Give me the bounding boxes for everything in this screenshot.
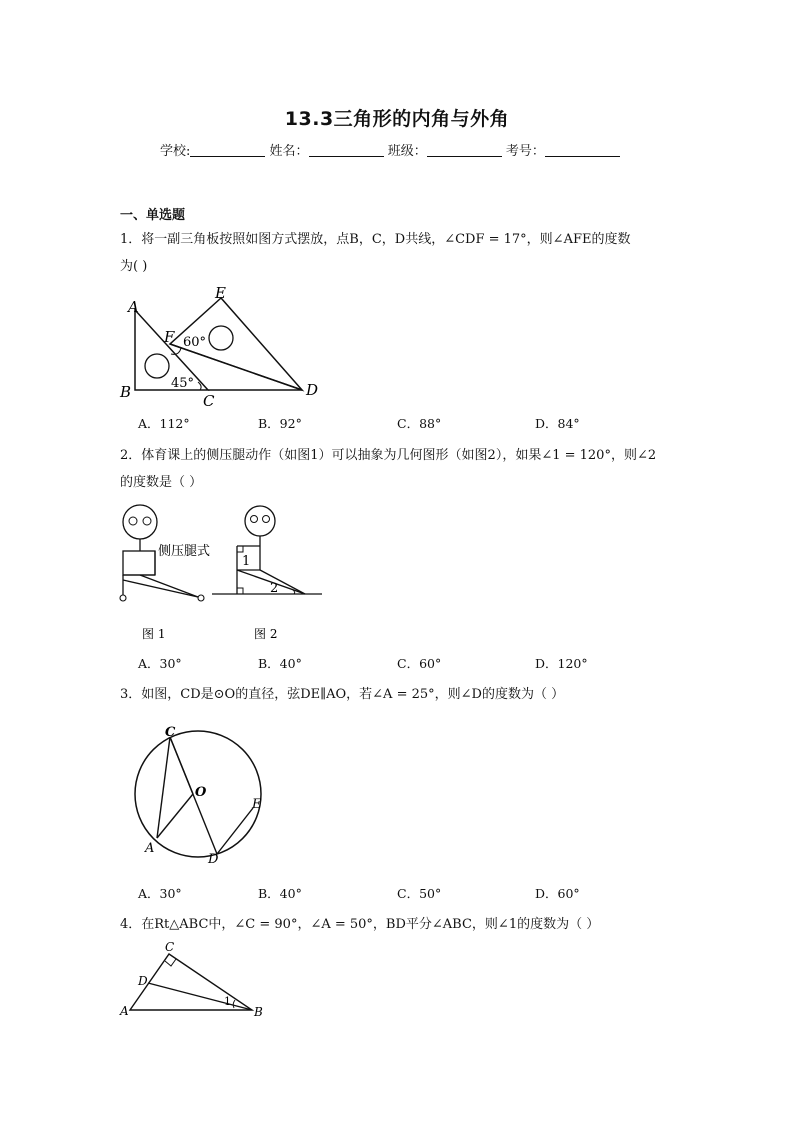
- question-3: [120, 681, 680, 708]
- q4-label-a: A: [120, 1004, 129, 1018]
- q1-option-c[interactable]: C．88°: [397, 416, 442, 431]
- q2-pose-label: 侧压腿式: [158, 544, 211, 559]
- q1-option-a[interactable]: A．112°: [138, 416, 190, 431]
- class-label: 班级：: [387, 144, 427, 159]
- q4-angle-1: 1: [224, 995, 231, 1008]
- q1-label-f: F: [164, 328, 175, 346]
- q4-label-c: C: [165, 940, 175, 954]
- question-2-line-2: 的度数是（ ）: [120, 475, 203, 490]
- question-1: [120, 226, 680, 280]
- question-2-options: [138, 654, 698, 674]
- q3-label-c: C: [165, 725, 176, 740]
- school-blank: [190, 144, 265, 157]
- q3-option-d[interactable]: D．60°: [535, 886, 580, 901]
- question-1-line-1: 1．将一副三角板按照如图方式摆放，点B，C，D共线，∠CDF = 17°，则∠AFE的度数: [120, 232, 631, 247]
- question-2: [120, 442, 680, 496]
- q1-angle-45: 45°: [171, 376, 195, 391]
- question-1-options: [138, 414, 698, 434]
- class-blank: [427, 144, 502, 157]
- q1-option-d[interactable]: D．84°: [535, 416, 580, 431]
- q1-option-b[interactable]: B．92°: [258, 416, 302, 431]
- q1-label-d: D: [306, 381, 319, 399]
- q3-label-d: D: [208, 852, 219, 867]
- q2-figure: [110, 502, 340, 647]
- q1-label-c: C: [203, 392, 215, 410]
- number-blank: [545, 144, 620, 157]
- q1-angle-60: 60°: [183, 335, 207, 350]
- name-label: 姓名：: [269, 144, 309, 159]
- question-1-line-2: 为( ): [120, 259, 148, 274]
- q4-label-d: D: [138, 974, 148, 988]
- question-3-options: [138, 884, 698, 904]
- q1-label-b: B: [120, 383, 132, 401]
- student-info-line: [160, 140, 620, 159]
- school-label: 学校:: [160, 144, 191, 159]
- question-4-line-1: 4．在Rt△ABC中，∠C = 90°，∠A = 50°，BD平分∠ABC，则∠1的度数为（ ）: [120, 917, 600, 932]
- q3-option-b[interactable]: B．40°: [258, 886, 302, 901]
- page-title: 13.3三角形的内角与外角: [284, 108, 510, 130]
- q3-option-a[interactable]: A．30°: [138, 886, 182, 901]
- number-label: 考号：: [505, 144, 545, 159]
- q1-triangle-figure: [115, 282, 330, 410]
- q2-angle-2: 2: [270, 581, 279, 596]
- section-heading: 一、单选题: [120, 208, 186, 223]
- question-2-line-1: 2．体育课上的侧压腿动作（如图1）可以抽象为几何图形（如图2），如果∠1 = 120°，则∠2: [120, 448, 657, 463]
- q1-label-a: A: [128, 298, 139, 316]
- q2-caption-fig2: 图 2: [254, 627, 278, 641]
- q2-option-a[interactable]: A．30°: [138, 656, 182, 671]
- q2-option-b[interactable]: B．40°: [258, 656, 302, 671]
- question-3-line-1: 3．如图，CD是⊙O的直径，弦DE∥AO，若∠A = 25°，则∠D的度数为（ ）: [120, 687, 565, 702]
- q1-label-e: E: [215, 284, 226, 302]
- q2-caption-fig1: 图 1: [142, 627, 166, 641]
- q3-label-e: E: [252, 797, 262, 812]
- name-blank: [309, 144, 384, 157]
- question-4: [120, 911, 680, 938]
- q2-option-d[interactable]: D．120°: [535, 656, 588, 671]
- q3-option-c[interactable]: C．50°: [397, 886, 442, 901]
- q3-label-o: O: [195, 785, 207, 800]
- q4-triangle-figure: [115, 937, 275, 1023]
- q3-circle-figure: [125, 722, 275, 867]
- q2-option-c[interactable]: C．60°: [397, 656, 442, 671]
- q3-label-a: A: [145, 841, 155, 856]
- q2-angle-1: 1: [242, 554, 251, 569]
- q4-label-b: B: [254, 1005, 263, 1019]
